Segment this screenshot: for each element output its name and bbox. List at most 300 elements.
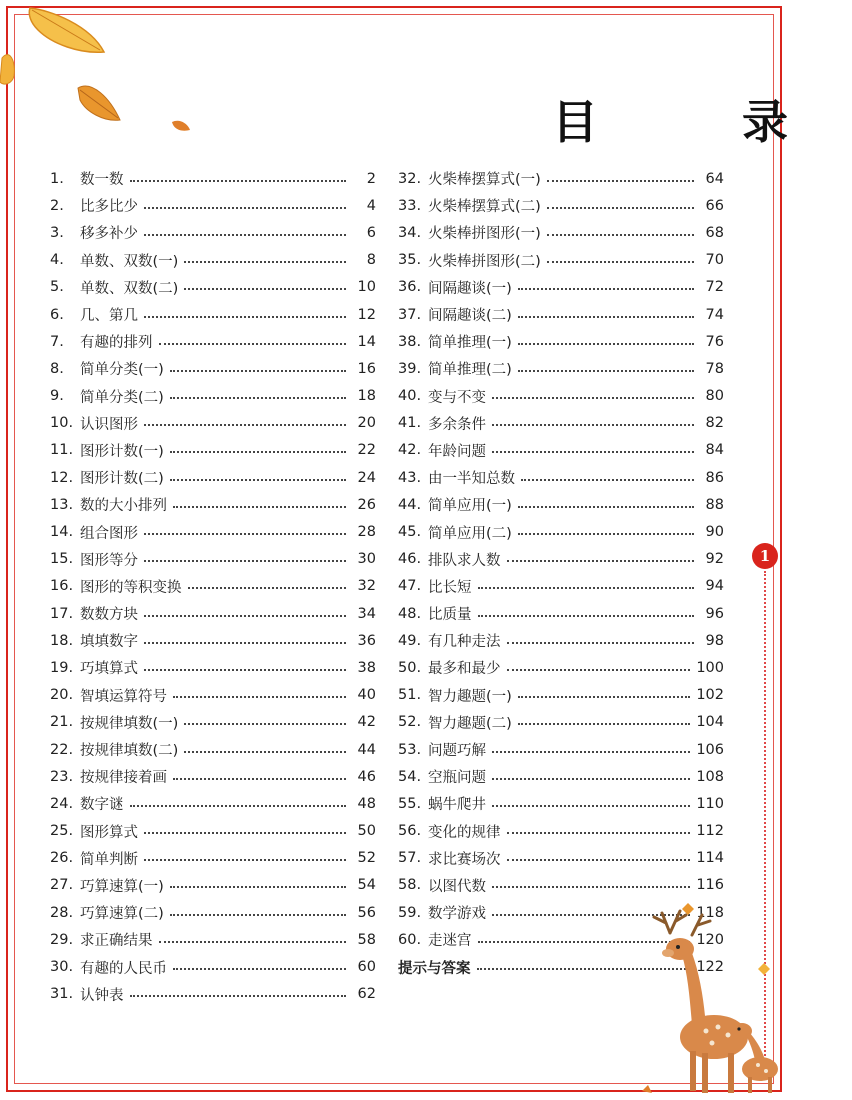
entry-number: 49. [398,632,422,649]
entry-number: 11. [50,442,74,459]
dot-leader [518,696,690,698]
entry-title: 由一半知总数 [428,471,515,488]
toc-entry[interactable] [50,654,376,681]
dot-leader [144,533,346,535]
dot-leader [507,560,695,562]
entry-number: 10. [50,415,74,432]
dot-leader [170,886,346,888]
entry-title: 几、第几 [80,308,138,325]
entry-number: 50. [398,659,422,676]
toc-entry[interactable] [50,790,376,817]
entry-number: 21. [50,714,74,731]
dot-leader [521,479,694,481]
dot-leader [507,642,695,644]
entry-number: 8. [50,360,64,377]
entry-number: 59. [398,904,422,921]
dot-leader [492,886,690,888]
entry-page: 116 [696,877,724,894]
entry-title: 有几种走法 [428,634,501,651]
entry-title: 以图代数 [428,878,486,895]
entry-number: 26. [50,850,74,867]
dot-leader [159,343,347,345]
entry-title: 图形等分 [80,552,138,569]
dot-leader [173,968,346,970]
entry-number: 19. [50,659,74,676]
entry-title: 数数方块 [80,607,138,624]
entry-number: 28. [50,904,74,921]
entry-page: 38 [357,659,376,676]
dot-leader [184,261,346,263]
dot-leader [170,397,346,399]
toc-entry[interactable] [50,573,376,600]
entry-page: 36 [357,632,376,649]
entry-page: 118 [696,904,724,921]
entry-number: 42. [398,442,422,459]
dot-leader [518,343,694,345]
entry-number: 44. [398,496,422,513]
entry-page: 120 [696,931,724,948]
entry-title: 数学游戏 [428,906,486,923]
toc-entry[interactable] [398,736,724,763]
entry-title: 数一数 [80,172,124,189]
entry-page: 90 [705,524,724,541]
entry-number: 22. [50,741,74,758]
entry-title: 按规律接着画 [80,770,167,787]
entry-number: 54. [398,768,422,785]
entry-number: 39. [398,360,422,377]
entry-number: 52. [398,714,422,731]
toc-entry[interactable] [398,627,724,654]
dot-leader [518,723,690,725]
dot-leader [144,316,346,318]
entry-title: 排队求人数 [428,552,501,569]
entry-page: 20 [357,415,376,432]
entry-page: 28 [357,524,376,541]
toc-entry[interactable] [50,274,376,301]
dot-leader [130,805,347,807]
toc-entry[interactable] [50,219,376,246]
entry-number: 33. [398,197,422,214]
dot-leader [492,451,694,453]
entry-number: 58. [398,877,422,894]
entry-page: 74 [705,306,724,323]
toc-entry[interactable] [398,491,724,518]
entry-page: 110 [696,795,724,812]
entry-page: 96 [705,605,724,622]
toc-entry[interactable] [50,709,376,736]
entry-page: 26 [357,496,376,513]
entry-title: 年龄问题 [428,443,486,460]
entry-title: 火柴棒拼图形(二) [428,253,541,270]
entry-number: 15. [50,551,74,568]
entry-title: 多余条件 [428,416,486,433]
toc-entry[interactable] [398,654,724,681]
entry-number: 6. [50,306,64,323]
entry-page: 40 [357,687,376,704]
entry-page: 64 [705,170,724,187]
dot-leader [173,696,346,698]
toc-entry[interactable] [50,464,376,491]
entry-number: 23. [50,768,74,785]
entry-title: 智力趣题(二) [428,715,512,732]
entry-page: 82 [705,415,724,432]
dot-leader [518,316,694,318]
entry-title: 巧填算式 [80,661,138,678]
dot-leader [547,234,694,236]
entry-title: 比多比少 [80,199,138,216]
entry-title: 数的大小排列 [80,498,167,515]
entry-number: 36. [398,279,422,296]
toc-entry[interactable] [398,682,724,709]
toc-entry[interactable] [50,899,376,926]
entry-title: 求比赛场次 [428,851,501,868]
entry-number: 25. [50,823,74,840]
toc-entry[interactable] [50,247,376,274]
entry-page: 80 [705,388,724,405]
entry-number: 53. [398,741,422,758]
entry-number: 3. [50,224,64,241]
entry-number: 29. [50,931,74,948]
dot-leader [144,207,346,209]
entry-title: 简单判断 [80,851,138,868]
toc-entry[interactable] [398,464,724,491]
dot-leader [184,723,346,725]
toc-right-column [398,165,724,981]
entry-page: 8 [366,252,376,269]
entry-title: 蜗牛爬井 [428,797,486,814]
entry-number: 14. [50,524,74,541]
entry-title: 填填数字 [80,634,138,651]
dot-leader [144,832,346,834]
dot-leader [144,669,346,671]
entry-page: 46 [357,768,376,785]
dot-leader [144,424,346,426]
dot-leader [478,587,695,589]
entry-title: 巧算速算(二) [80,906,164,923]
entry-title: 按规律填数(二) [80,743,179,760]
toc-entry[interactable] [50,926,376,953]
toc-entry[interactable] [50,355,376,382]
entry-page: 50 [357,823,376,840]
entry-page: 60 [357,959,376,976]
entry-page: 48 [357,795,376,812]
entry-page: 84 [705,442,724,459]
entry-number: 55. [398,795,422,812]
toc-entry[interactable] [50,845,376,872]
dot-leader [507,832,691,834]
entry-page: 68 [705,224,724,241]
entry-page: 66 [705,197,724,214]
toc-entry[interactable] [398,872,724,899]
toc-entry[interactable] [398,763,724,790]
entry-number: 12. [50,469,74,486]
entry-number: 57. [398,850,422,867]
entry-title: 火柴棒拼图形(一) [428,226,541,243]
dot-leader [184,751,346,753]
entry-title: 单数、双数(一) [80,253,179,270]
entry-title: 简单应用(一) [428,498,512,515]
dot-leader [478,615,695,617]
entry-page: 98 [705,632,724,649]
entry-page: 10 [357,279,376,296]
entry-page: 106 [696,741,724,758]
entry-page: 58 [357,931,376,948]
entry-page: 6 [366,224,376,241]
entry-number: 41. [398,415,422,432]
dot-leader [144,560,346,562]
entry-page: 92 [705,551,724,568]
entry-page: 18 [357,388,376,405]
toc-entry[interactable] [50,981,376,1008]
dot-leader [518,506,694,508]
toc-entry[interactable] [398,355,724,382]
entry-page: 72 [705,279,724,296]
entry-page: 76 [705,333,724,350]
entry-number: 2. [50,197,64,214]
dot-leader [492,805,690,807]
entry-page: 122 [696,959,724,976]
entry-page: 88 [705,496,724,513]
entry-page: 4 [366,197,376,214]
entry-number: 5. [50,279,64,296]
entry-title: 单数、双数(二) [80,280,179,297]
entry-number: 13. [50,496,74,513]
dot-leader [144,859,346,861]
entry-number: 18. [50,632,74,649]
toc-entry[interactable] [398,383,724,410]
dot-leader [518,533,694,535]
entry-title: 按规律填数(一) [80,715,179,732]
entry-title: 变化的规律 [428,824,501,841]
entry-number: 35. [398,252,422,269]
dot-leader [188,587,347,589]
dot-leader [144,642,346,644]
entry-page: 2 [366,170,376,187]
entry-number: 38. [398,333,422,350]
dot-leader [130,995,347,997]
dot-leader [492,397,694,399]
toc-entry[interactable] [50,763,376,790]
dot-leader [130,180,347,182]
entry-number: 27. [50,877,74,894]
toc-entry[interactable] [50,736,376,763]
entry-page: 56 [357,904,376,921]
toc-entry[interactable] [398,546,724,573]
entry-number: 40. [398,388,422,405]
entry-page: 16 [357,360,376,377]
entry-page: 86 [705,469,724,486]
dot-leader [173,506,346,508]
toc-entry[interactable] [398,709,724,736]
dot-leader [170,451,346,453]
toc-entry[interactable] [398,818,724,845]
entry-title: 火柴棒摆算式(二) [428,199,541,216]
entry-title: 间隔趣谈(二) [428,308,512,325]
entry-title: 智力趣题(一) [428,688,512,705]
dot-leader [159,941,347,943]
entry-number: 1. [50,170,64,187]
entry-number: 37. [398,306,422,323]
dot-leader [547,207,694,209]
entry-number: 48. [398,605,422,622]
entry-number: 43. [398,469,422,486]
entry-title: 问题巧解 [428,743,486,760]
entry-number: 24. [50,795,74,812]
toc-entry[interactable] [50,410,376,437]
toc-entry[interactable] [398,437,724,464]
entry-page: 32 [357,578,376,595]
toc-entry[interactable] [398,274,724,301]
entry-title: 组合图形 [80,525,138,542]
dot-leader [518,288,694,290]
entry-number: 31. [50,986,74,1003]
toc-entry[interactable] [398,790,724,817]
toc-entry[interactable] [398,600,724,627]
entry-number: 46. [398,551,422,568]
entry-number: 9. [50,388,64,405]
page-number-badge: 1 [752,543,778,569]
toc-entry[interactable] [50,437,376,464]
toc-entry[interactable] [398,573,724,600]
entry-page: 42 [357,714,376,731]
toc-entry[interactable] [398,845,724,872]
entry-number: 4. [50,252,64,269]
entry-title: 认识图形 [80,416,138,433]
entry-title: 简单推理(二) [428,362,512,379]
entry-page: 108 [696,768,724,785]
toc-entry[interactable] [50,165,376,192]
entry-page: 62 [357,986,376,1003]
entry-number: 16. [50,578,74,595]
toc-entry[interactable] [50,818,376,845]
entry-number: 30. [50,959,74,976]
dot-leader [518,370,694,372]
dot-leader [547,261,694,263]
dot-leader [144,234,346,236]
dot-leader [184,288,346,290]
entry-page: 54 [357,877,376,894]
entry-page: 70 [705,252,724,269]
entry-page: 52 [357,850,376,867]
dot-leader [170,914,346,916]
entry-page: 102 [696,687,724,704]
entry-page: 112 [696,823,724,840]
entry-number: 17. [50,605,74,622]
toc-entry[interactable] [50,383,376,410]
entry-title: 间隔趣谈(一) [428,280,512,297]
entry-title: 认钟表 [80,987,124,1004]
entry-page: 22 [357,442,376,459]
dot-leader [170,479,346,481]
entry-page: 44 [357,741,376,758]
toc-entry[interactable] [50,872,376,899]
dot-leader [492,751,690,753]
toc-entry[interactable] [398,192,724,219]
dot-leader [492,778,690,780]
entry-page: 94 [705,578,724,595]
dot-leader [173,778,346,780]
entry-number: 34. [398,224,422,241]
entry-number: 60. [398,931,422,948]
entry-title: 最多和最少 [428,661,501,678]
entry-title: 智填运算符号 [80,688,167,705]
toc-entry[interactable] [398,410,724,437]
toc-entry[interactable] [50,518,376,545]
entry-title: 简单推理(一) [428,335,512,352]
toc-entry[interactable] [398,247,724,274]
entry-page: 34 [357,605,376,622]
entry-title: 简单分类(二) [80,389,164,406]
toc-left-column [50,165,376,1008]
dot-leader [170,370,346,372]
toc-entry[interactable] [398,219,724,246]
entry-title: 比质量 [428,607,472,624]
dot-leader [492,424,694,426]
entry-page: 12 [357,306,376,323]
entry-title: 求正确结果 [80,933,153,950]
toc-entry[interactable] [50,627,376,654]
entry-title: 提示与答案 [398,960,471,977]
entry-title: 移多补少 [80,226,138,243]
toc-entry[interactable] [50,301,376,328]
toc-entry[interactable] [398,165,724,192]
entry-title: 火柴棒摆算式(一) [428,172,541,189]
entry-title: 巧算速算(一) [80,878,164,895]
entry-number: 51. [398,687,422,704]
toc-entry[interactable] [50,328,376,355]
toc-entry[interactable] [398,518,724,545]
entry-page: 100 [696,659,724,676]
entry-page: 114 [696,850,724,867]
toc-entry[interactable] [50,953,376,980]
entry-number: 47. [398,578,422,595]
deer-illustration [632,905,782,1095]
toc-entry[interactable] [398,301,724,328]
dot-leader [547,180,694,182]
leaves-illustration [0,0,200,140]
entry-number: 7. [50,333,64,350]
entry-page: 24 [357,469,376,486]
toc-entry[interactable] [398,328,724,355]
entry-number: 56. [398,823,422,840]
dot-leader [507,669,691,671]
entry-title: 走迷宫 [428,933,472,950]
entry-title: 空瓶问题 [428,770,486,787]
dot-leader [144,615,346,617]
entry-title: 简单应用(二) [428,525,512,542]
toc-entry[interactable] [50,192,376,219]
entry-title: 图形算式 [80,824,138,841]
entry-title: 有趣的排列 [80,335,153,352]
dot-leader [507,859,691,861]
entry-title: 图形的等积变换 [80,579,182,596]
entry-page: 78 [705,360,724,377]
entry-title: 数字谜 [80,797,124,814]
entry-page: 30 [357,551,376,568]
entry-title: 简单分类(一) [80,362,164,379]
entry-title: 图形计数(二) [80,471,164,488]
toc-entry[interactable] [50,600,376,627]
toc-entry[interactable] [50,546,376,573]
entry-page: 104 [696,714,724,731]
entry-number: 32. [398,170,422,187]
page-title: 目 录 [552,95,852,149]
entry-title: 图形计数(一) [80,443,164,460]
entry-number: 45. [398,524,422,541]
toc-entry[interactable] [50,682,376,709]
toc-entry[interactable] [50,491,376,518]
entry-title: 变与不变 [428,389,486,406]
